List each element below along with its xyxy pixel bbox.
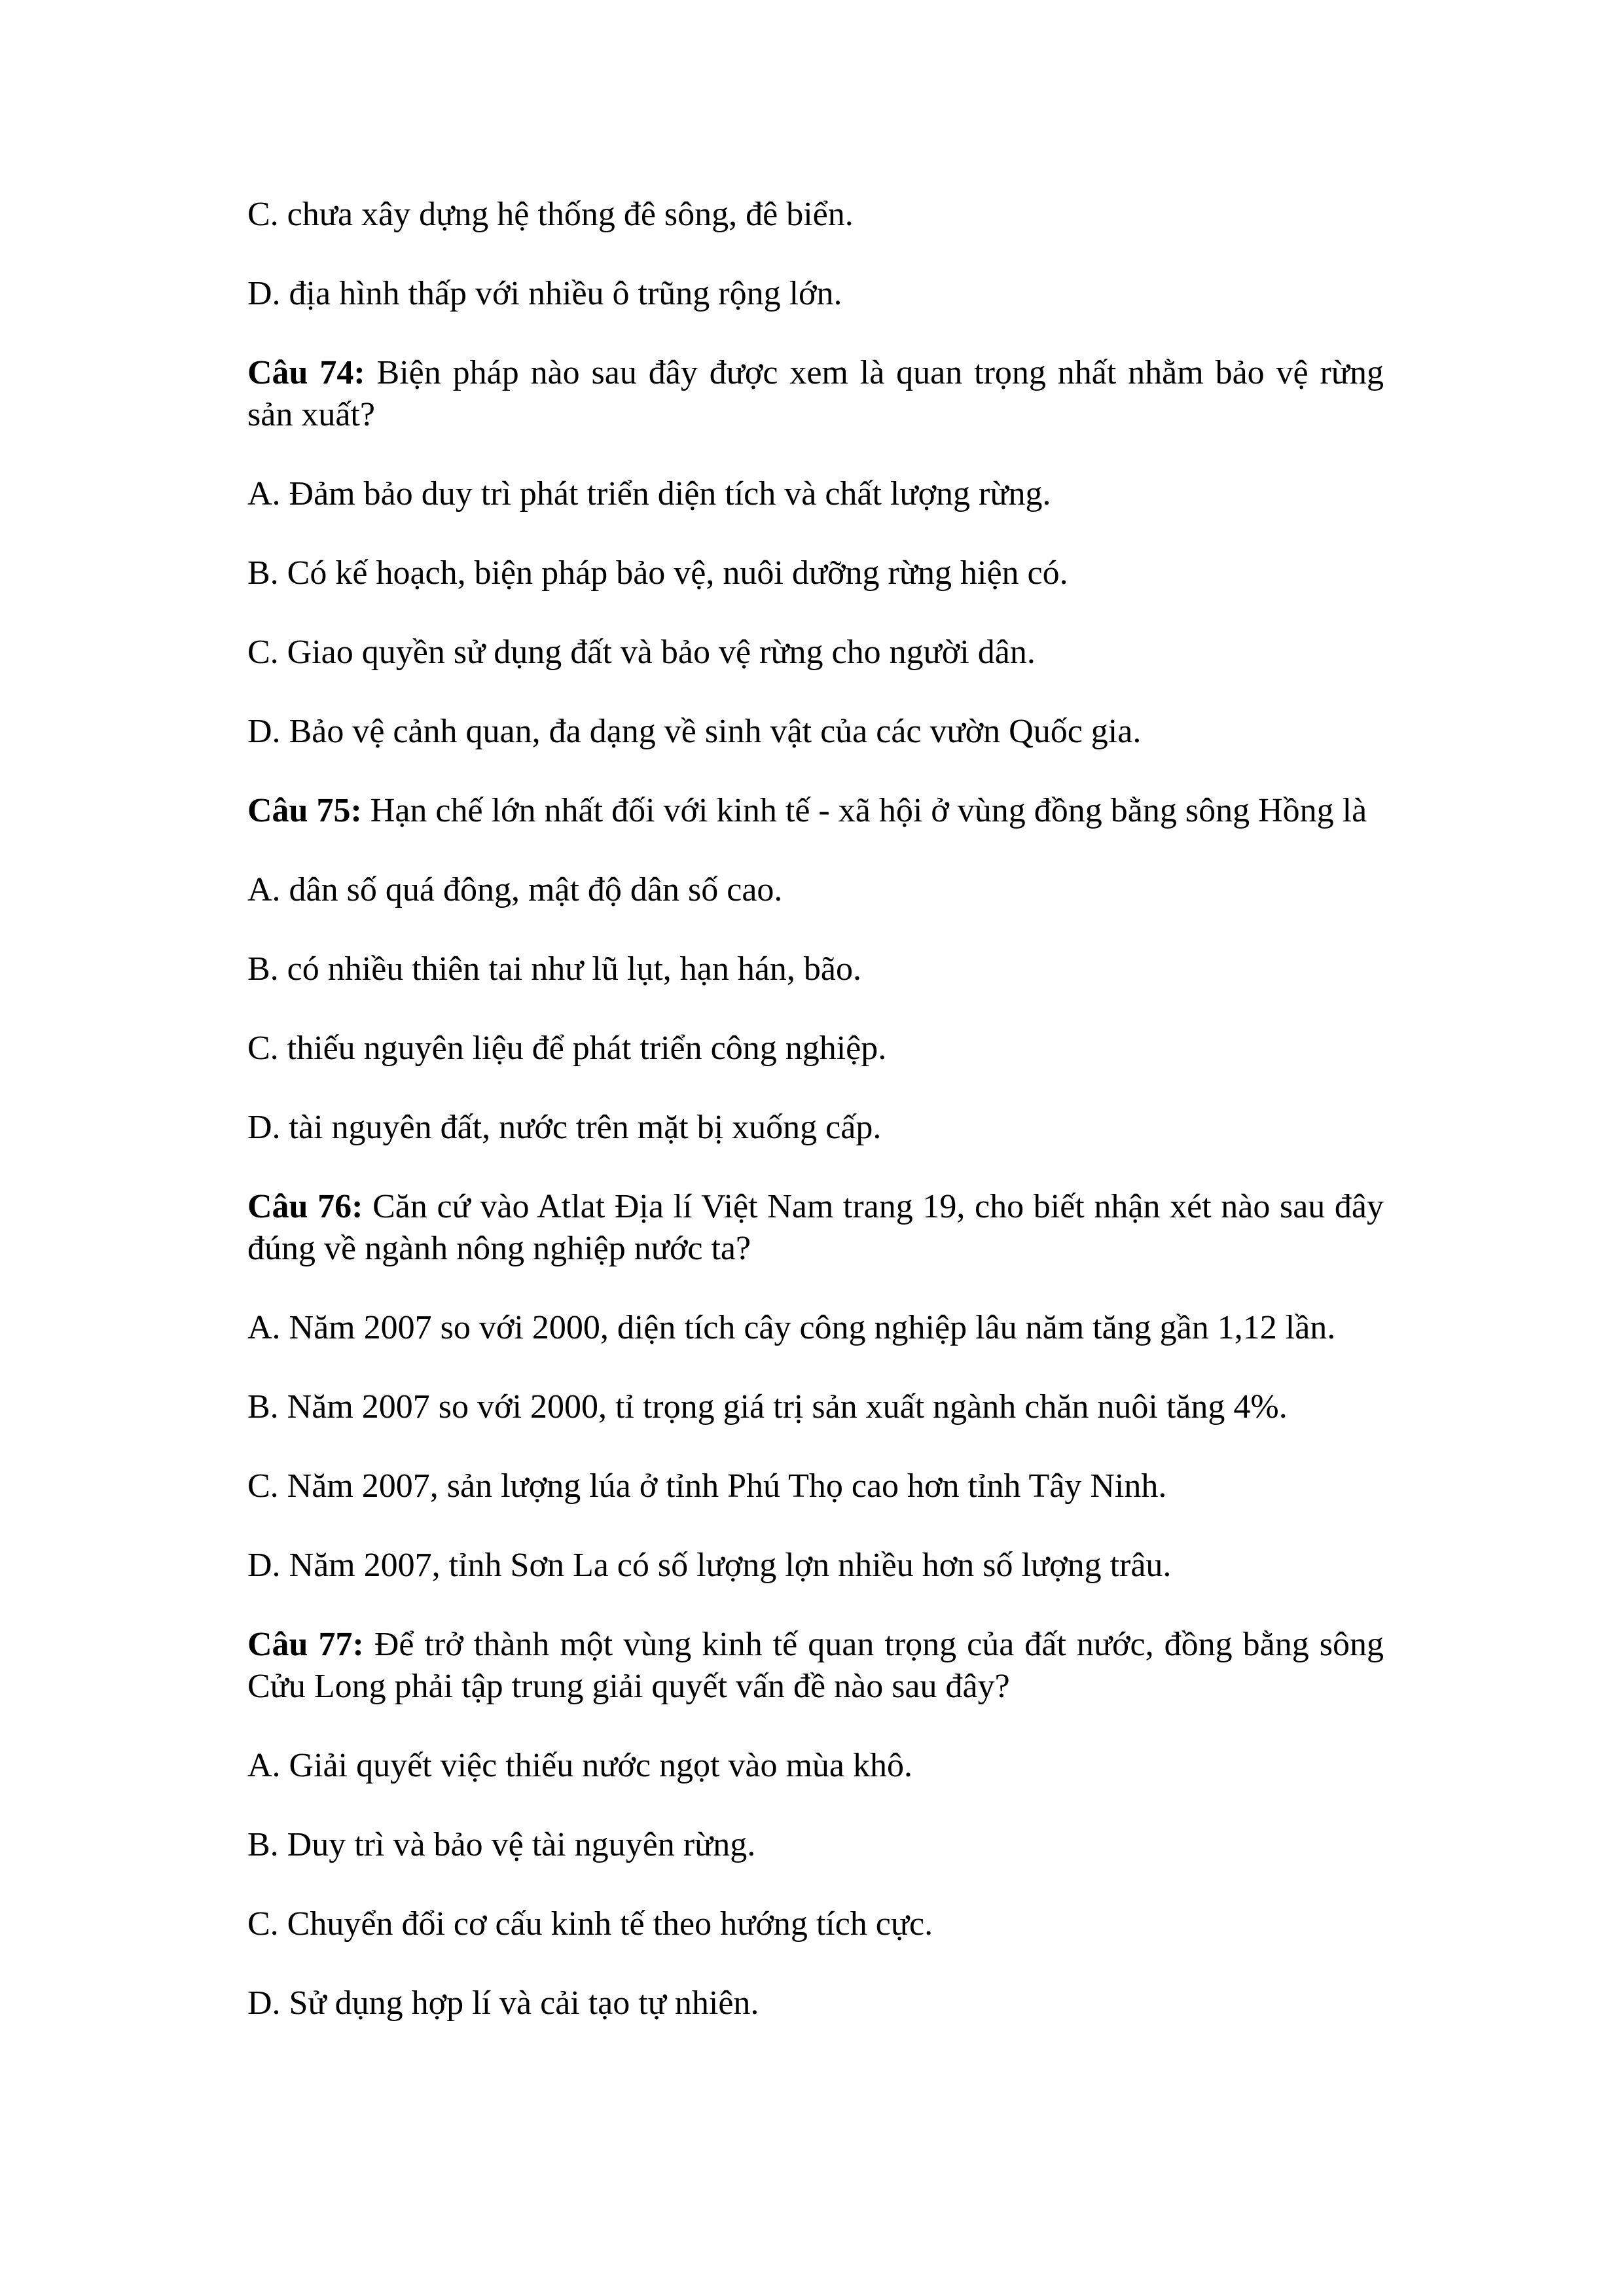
question-75 <box>247 790 1384 832</box>
option-75-a: A. dân số quá đông, mật độ dân số cao. <box>247 871 783 908</box>
option-74-b: B. Có kế hoạch, biện pháp bảo vệ, nuôi dưỡng rừng hiện có. <box>247 554 1068 592</box>
option-75-b: B. có nhiều thiên tai như lũ lụt, hạn hán, bão. <box>247 950 862 988</box>
option-74-c: C. Giao quyền sử dụng đất và bảo vệ rừng cho người dân. <box>247 634 1036 671</box>
question-76 <box>247 1186 1384 1270</box>
option-75-c: C. thiếu nguyên liệu để phát triển công nghiệp. <box>247 1030 887 1067</box>
option-77-b: B. Duy trì và bảo vệ tài nguyên rừng. <box>247 1826 756 1863</box>
option-77-c: C. Chuyển đổi cơ cấu kinh tế theo hướng tích cực. <box>247 1905 933 1943</box>
option-74-a: A. Đảm bảo duy trì phát triển diện tích và chất lượng rừng. <box>247 475 1051 512</box>
document-page <box>247 194 1384 2062</box>
question-74 <box>247 352 1384 436</box>
option-76-b: B. Năm 2007 so với 2000, tỉ trọng giá trị sản xuất ngành chăn nuôi tăng 4%. <box>247 1388 1288 1426</box>
option-77-d: D. Sử dụng hợp lí và cải tạo tự nhiên. <box>247 1984 759 2022</box>
option-prev-c: C. chưa xây dựng hệ thống đê sông, đê biển. <box>247 196 854 233</box>
question-label: Câu 74: <box>247 354 365 391</box>
option-76-c: C. Năm 2007, sản lượng lúa ở tỉnh Phú Thọ cao hơn tỉnh Tây Ninh. <box>247 1467 1167 1505</box>
question-text: Hạn chế lớn nhất đối với kinh tế - xã hội ở vùng đồng bằng sông Hồng là <box>361 792 1367 829</box>
question-text: Để trở thành một vùng kinh tế quan trọng của đất nước, đồng bằng sông Cửu Long phải tập trung giải quyết vấn đề nào sau đây? <box>247 1626 1384 1705</box>
question-label: Câu 77: <box>247 1626 364 1663</box>
option-76-a: A. Năm 2007 so với 2000, diện tích cây công nghiệp lâu năm tăng gần 1,12 lần. <box>247 1309 1336 1346</box>
option-75-d: D. tài nguyên đất, nước trên mặt bị xuống cấp. <box>247 1109 882 1146</box>
option-76-d: D. Năm 2007, tỉnh Sơn La có số lượng lợn nhiều hơn số lượng trâu. <box>247 1547 1172 1584</box>
question-77 <box>247 1624 1384 1708</box>
question-text: Biện pháp nào sau đây được xem là quan trọng nhất nhằm bảo vệ rừng sản xuất? <box>247 354 1384 433</box>
option-prev-d: D. địa hình thấp với nhiều ô trũng rộng lớn. <box>247 275 842 312</box>
option-77-a: A. Giải quyết việc thiếu nước ngọt vào mùa khô. <box>247 1747 913 1784</box>
option-74-d: D. Bảo vệ cảnh quan, đa dạng về sinh vật của các vườn Quốc gia. <box>247 713 1142 750</box>
question-text: Căn cứ vào Atlat Địa lí Việt Nam trang 19, cho biết nhận xét nào sau đây đúng về ngành nông nghiệp nước ta? <box>247 1188 1384 1267</box>
question-label: Câu 76: <box>247 1188 363 1225</box>
question-label: Câu 75: <box>247 792 362 829</box>
